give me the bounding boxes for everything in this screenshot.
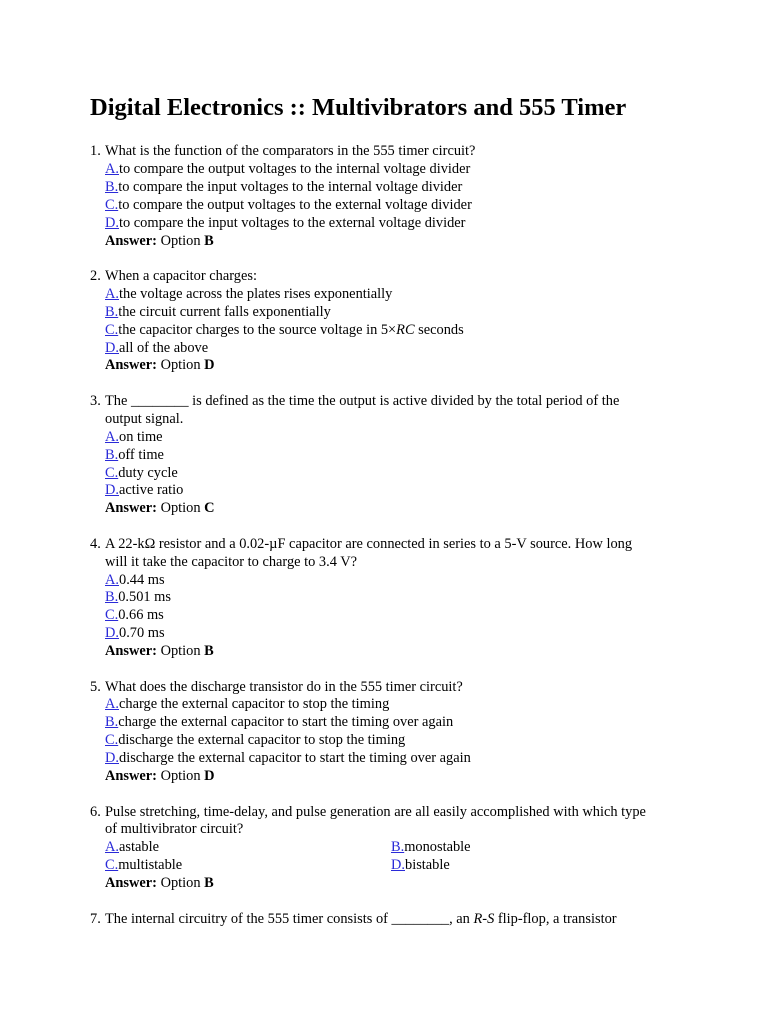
option-word: Option (160, 500, 201, 517)
answer-value: B (204, 643, 214, 660)
option-d (105, 482, 690, 500)
question-4 (90, 536, 690, 661)
option-b (105, 714, 690, 732)
option-c-link[interactable]: C. (105, 857, 119, 874)
question-text-line2: will it take the capacitor to charge to 3.4 V? (105, 553, 358, 570)
answer-value: D (204, 768, 215, 785)
answer-label: Answer: (105, 643, 157, 660)
option-c-link[interactable]: C. (105, 607, 119, 624)
option-d (105, 215, 690, 233)
option-a-link[interactable]: A. (105, 160, 119, 177)
option-a-link[interactable]: A. (105, 428, 119, 445)
option-text: 0.70 ms (119, 625, 165, 642)
option-text: duty cycle (118, 464, 178, 481)
option-d (105, 340, 690, 358)
option-c (105, 322, 690, 340)
option-c (105, 732, 690, 750)
question-number: 3. (90, 392, 101, 409)
answer-value: C (204, 500, 215, 517)
option-b-link[interactable]: B. (105, 589, 119, 606)
option-text: 0.501 ms (118, 589, 171, 606)
option-word: Option (160, 232, 201, 249)
question-number: 5. (90, 678, 101, 695)
question-3 (90, 393, 690, 518)
option-text: charge the external capacitor to start the timing over again (118, 714, 454, 731)
option-a (105, 572, 690, 590)
answer-line (105, 875, 690, 893)
option-text: charge the external capacitor to stop the timing (119, 696, 390, 713)
option-b-link[interactable]: B. (105, 714, 119, 731)
question-2 (90, 268, 690, 375)
option-a-link[interactable]: A. (105, 839, 119, 856)
option-c (105, 465, 690, 483)
option-c-link[interactable]: C. (105, 464, 119, 481)
question-text (105, 911, 690, 929)
question-6 (90, 804, 690, 894)
option-word: Option (160, 357, 201, 374)
option-a (105, 286, 690, 304)
option-text: astable (119, 839, 159, 856)
option-b-link[interactable]: B. (391, 839, 405, 856)
option-b-link[interactable]: B. (105, 303, 119, 320)
question-7 (90, 911, 690, 929)
option-b-link[interactable]: B. (105, 178, 119, 195)
option-a (105, 839, 391, 857)
question-5 (90, 679, 690, 786)
question-1 (90, 143, 690, 250)
option-a-link[interactable]: A. (105, 285, 119, 302)
question-number: 1. (90, 143, 101, 159)
option-text: the circuit current falls exponentially (118, 303, 331, 320)
page-title: Digital Electronics :: Multivibrators and 555 Timer (90, 94, 627, 121)
answer-value: D (204, 357, 215, 374)
option-text: to compare the output voltages to the internal voltage divider (119, 160, 471, 177)
option-text: bistable (405, 857, 450, 874)
option-text: monostable (404, 839, 471, 856)
option-d-link[interactable]: D. (105, 482, 119, 499)
option-c (105, 197, 690, 215)
option-text: multistable (118, 857, 183, 874)
option-d-link[interactable]: D. (391, 857, 405, 874)
option-b (105, 447, 690, 465)
option-a-link[interactable]: A. (105, 571, 119, 588)
option-text: 0.66 ms (118, 607, 164, 624)
option-word: Option (160, 643, 201, 660)
option-c-link[interactable]: C. (105, 732, 119, 749)
question-text: When a capacitor charges: (105, 267, 257, 284)
answer-line (105, 500, 690, 518)
answer-line (105, 643, 690, 661)
option-text-pre: the capacitor charges to the source voltage in 5× (118, 321, 397, 338)
option-d (105, 750, 690, 768)
answer-line (105, 233, 690, 251)
option-word: Option (160, 768, 201, 785)
option-b (105, 179, 690, 197)
option-d-link[interactable]: D. (105, 214, 119, 231)
answer-label: Answer: (105, 357, 157, 374)
option-text-post: seconds (414, 321, 464, 338)
option-c (105, 857, 391, 875)
question-text-line1: The ________ is defined as the time the output is active divided by the total period of the (105, 392, 620, 409)
option-text: on time (119, 428, 163, 445)
option-text: to compare the input voltages to the external voltage divider (119, 214, 466, 231)
option-b (391, 839, 691, 857)
option-a (105, 696, 690, 714)
question-text: What is the function of the comparators in the 555 timer circuit? (105, 143, 476, 159)
answer-line (105, 768, 690, 786)
option-text: to compare the input voltages to the internal voltage divider (118, 178, 463, 195)
question-text-line2: of multivibrator circuit? (105, 821, 244, 838)
option-b (105, 304, 690, 322)
option-text: off time (118, 446, 164, 463)
answer-label: Answer: (105, 232, 157, 249)
answer-value: B (204, 232, 214, 249)
question-text-em: R-S (473, 910, 495, 927)
answer-value: B (204, 875, 214, 892)
option-text: the voltage across the plates rises exponentially (119, 285, 393, 302)
options-grid (105, 839, 690, 875)
answer-label: Answer: (105, 768, 157, 785)
option-text: discharge the external capacitor to start the timing over again (119, 750, 471, 767)
option-b-link[interactable]: B. (105, 446, 119, 463)
option-d (105, 625, 690, 643)
option-text: discharge the external capacitor to stop the timing (118, 732, 406, 749)
question-number: 2. (90, 267, 101, 284)
question-text-pre: The internal circuitry of the 555 timer consists of ________, an (105, 910, 474, 927)
option-c-link[interactable]: C. (105, 196, 119, 213)
question-text: What does the discharge transistor do in the 555 timer circuit? (105, 678, 463, 695)
option-d-link[interactable]: D. (105, 625, 119, 642)
option-text: 0.44 ms (119, 571, 165, 588)
option-b (105, 589, 690, 607)
question-number: 6. (90, 803, 101, 820)
option-d-link[interactable]: D. (105, 339, 119, 356)
question-number: 7. (90, 910, 101, 927)
answer-label: Answer: (105, 875, 157, 892)
option-text: active ratio (119, 482, 184, 499)
question-text-line1: Pulse stretching, time-delay, and pulse generation are all easily accomplished with which type (105, 803, 646, 820)
option-d (391, 857, 691, 875)
option-d-link[interactable]: D. (105, 750, 119, 767)
question-text-line1: A 22-kΩ resistor and a 0.02-µF capacitor are connected in series to a 5-V source. How long (105, 535, 633, 552)
option-a (105, 429, 690, 447)
question-text-line2: output signal. (105, 410, 184, 427)
option-word: Option (160, 875, 201, 892)
question-text-post: flip-flop, a transistor (494, 910, 617, 927)
answer-line (105, 357, 690, 375)
question-number: 4. (90, 535, 101, 552)
option-text: all of the above (119, 339, 209, 356)
answer-label: Answer: (105, 500, 157, 517)
option-c (105, 607, 690, 625)
document-page (90, 92, 690, 946)
option-c-link[interactable]: C. (105, 321, 119, 338)
option-text: to compare the output voltages to the external voltage divider (118, 196, 472, 213)
option-a (105, 161, 690, 179)
option-a-link[interactable]: A. (105, 696, 119, 713)
option-text-em: RC (396, 321, 415, 338)
